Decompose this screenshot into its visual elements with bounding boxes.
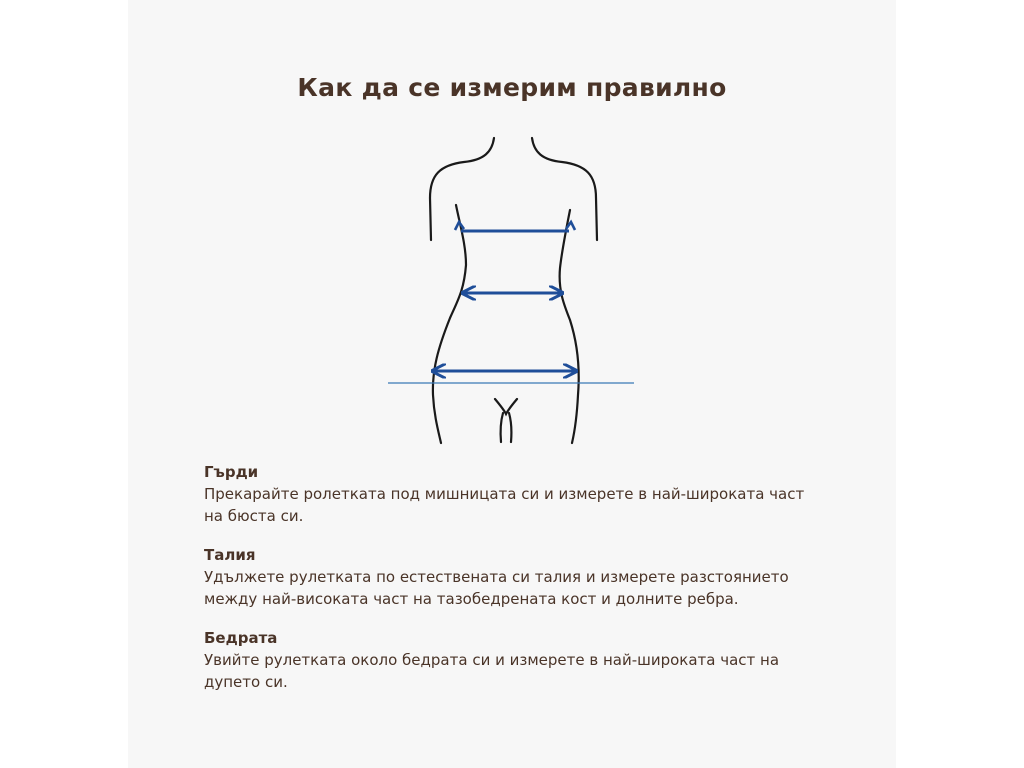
measurement-arrows	[434, 222, 575, 371]
waist-description: Удължете рулетката по естествената си талия и измерете разстоянието между най-високата част на тазобедрената кост и долните ребра.	[204, 568, 789, 608]
hips-instructions	[204, 627, 824, 693]
right-torso-outline	[560, 210, 579, 443]
bust-instructions	[204, 461, 824, 527]
size-guide-panel	[128, 0, 896, 768]
bust-heading: Гърди	[204, 463, 259, 481]
left-torso-outline	[433, 205, 466, 443]
inner-right-leg-outline	[509, 413, 511, 442]
crotch-outline	[495, 399, 517, 414]
waist-heading: Талия	[204, 546, 256, 564]
body-outline	[430, 138, 597, 443]
bust-description: Прекарайте ролетката под мишницата си и измерете в най-широката част на бюста си.	[204, 485, 805, 525]
hips-heading: Бедрата	[204, 629, 278, 647]
right-shoulder-outline	[532, 138, 597, 240]
hips-description: Увийте рулетката около бедрата си и измерете в най-широката част на дупето си.	[204, 651, 780, 691]
waist-instructions	[204, 544, 824, 610]
page-title: Как да се измерим правилно	[297, 73, 727, 102]
inner-left-leg-outline	[501, 413, 503, 442]
